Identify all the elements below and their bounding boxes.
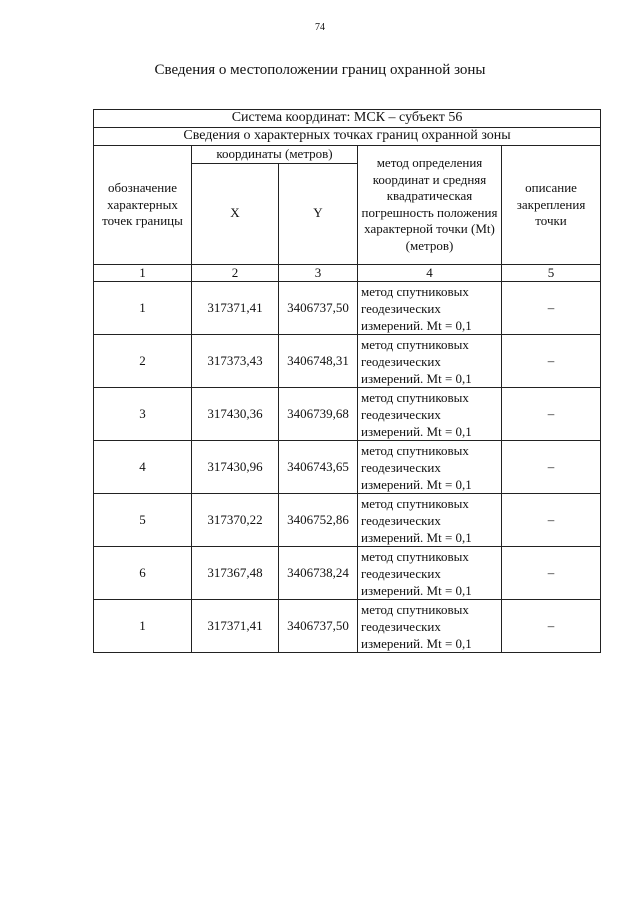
method-cell [358,441,502,494]
coord-y: 3406738,24 [279,547,358,600]
method-cell [358,494,502,547]
column-number: 2 [192,264,279,282]
point-description: – [502,335,601,388]
method-line: геодезических [361,406,441,422]
point-description: – [502,547,601,600]
method-line: измерений. Mt = 0,1 [361,423,472,439]
method-line: измерений. Mt = 0,1 [361,529,472,545]
coord-x: 317370,22 [192,494,279,547]
header-y: Y [279,163,358,264]
method-line: метод спутниковых [361,336,469,352]
section-title-cell: Сведения о характерных точках границ охранной зоны [94,128,601,146]
point-number: 2 [94,335,192,388]
coordinate-system-cell: Система координат: МСК – субъект 56 [94,110,601,128]
section-title-row [94,128,601,146]
coord-x: 317367,48 [192,547,279,600]
method-line: геодезических [361,300,441,316]
header-method: метод определения координат и средняя квадратическая погрешность положения характерной точки (Mt) (метров) [358,146,502,265]
coord-y: 3406737,50 [279,282,358,335]
coord-x: 317371,41 [192,282,279,335]
coord-x: 317373,43 [192,335,279,388]
header-row [94,146,601,164]
point-description: – [502,282,601,335]
coord-y: 3406739,68 [279,388,358,441]
method-cell [358,282,502,335]
coord-y: 3406737,50 [279,600,358,653]
method-line: измерений. Mt = 0,1 [361,317,472,333]
point-description: – [502,600,601,653]
table-row [94,335,601,388]
point-number: 1 [94,600,192,653]
table-row [94,600,601,653]
column-number: 5 [502,264,601,282]
table-row [94,282,601,335]
coordinate-system-row [94,110,601,128]
method-line: геодезических [361,565,441,581]
coord-y: 3406748,31 [279,335,358,388]
coord-x: 317371,41 [192,600,279,653]
point-number: 6 [94,547,192,600]
point-description: – [502,441,601,494]
point-number: 5 [94,494,192,547]
header-coordinates: координаты (метров) [192,146,358,164]
header-designation: обозначение характерных точек границы [94,146,192,265]
method-line: метод спутниковых [361,389,469,405]
method-cell [358,600,502,653]
header-description: описание закрепления точки [502,146,601,265]
method-line: измерений. Mt = 0,1 [361,582,472,598]
table-row [94,388,601,441]
table-row [94,441,601,494]
method-line: геодезических [361,353,441,369]
point-description: – [502,494,601,547]
method-line: геодезических [361,459,441,475]
boundary-points-table [93,109,601,653]
point-description: – [502,388,601,441]
point-number: 1 [94,282,192,335]
method-line: измерений. Mt = 0,1 [361,635,472,651]
method-line: метод спутниковых [361,601,469,617]
method-line: измерений. Mt = 0,1 [361,476,472,492]
method-cell [358,388,502,441]
document-title: Сведения о местоположении границ охранной зоны [154,62,486,78]
point-number: 4 [94,441,192,494]
method-line: метод спутниковых [361,495,469,511]
column-number: 1 [94,264,192,282]
method-line: метод спутниковых [361,548,469,564]
column-number: 4 [358,264,502,282]
table-row [94,494,601,547]
coord-y: 3406743,65 [279,441,358,494]
method-line: метод спутниковых [361,442,469,458]
method-line: геодезических [361,512,441,528]
coord-x: 317430,36 [192,388,279,441]
coord-y: 3406752,86 [279,494,358,547]
method-line: геодезических [361,618,441,634]
coord-x: 317430,96 [192,441,279,494]
column-number-row [94,264,601,282]
page-number: 74 [315,22,325,33]
method-cell [358,547,502,600]
point-number: 3 [94,388,192,441]
method-cell [358,335,502,388]
method-line: измерений. Mt = 0,1 [361,370,472,386]
header-x: X [192,163,279,264]
table-row [94,547,601,600]
method-line: метод спутниковых [361,283,469,299]
column-number: 3 [279,264,358,282]
